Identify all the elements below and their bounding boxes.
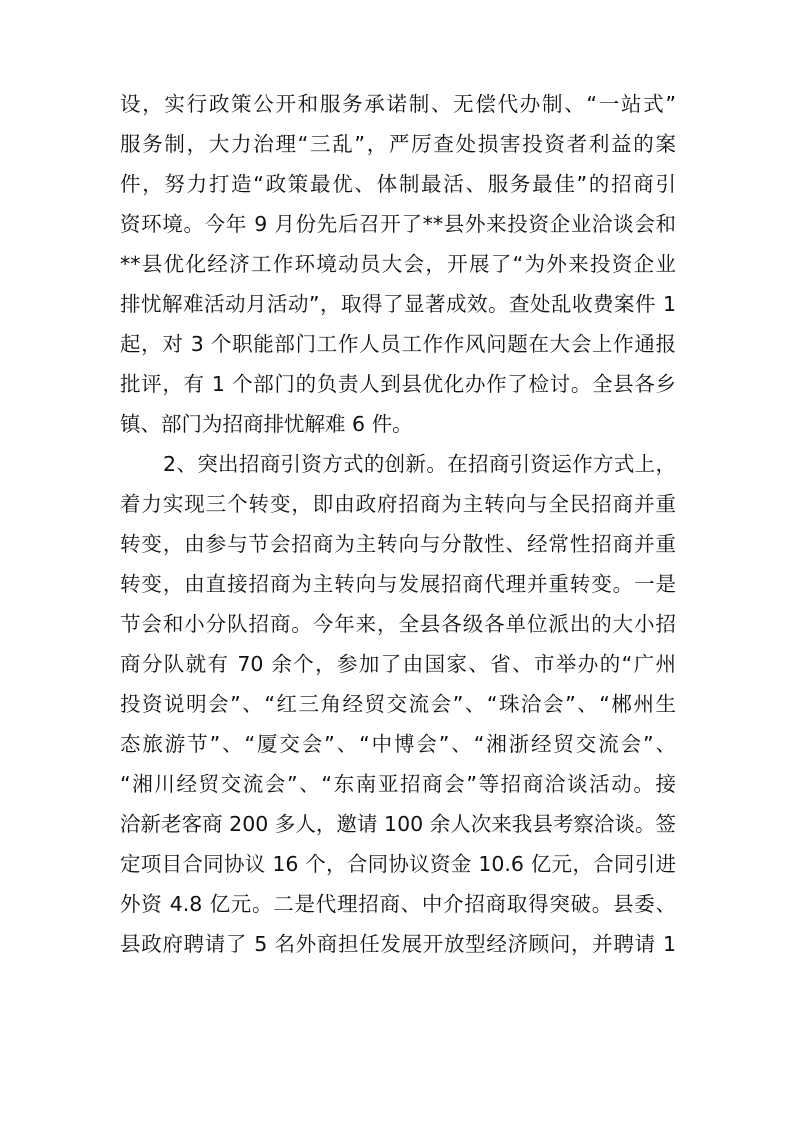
paragraph-line: 排忧解难活动月活动”，取得了显著成效。查处乱收费案件 1 — [120, 292, 676, 316]
paragraph-line: 洽新老客商 200 多人，邀请 100 余人次来我县考察洽谈。签 — [120, 812, 676, 836]
paragraph-line: 服务制，大力治理“三乱”，严厉查处损害投资者利益的案 — [120, 132, 676, 156]
paragraph-line: 2、突出招商引资方式的创新。在招商引资运作方式上， — [163, 452, 676, 476]
paragraph-line: 资环境。今年 9 月份先后召开了**县外来投资企业洽谈会和 — [120, 212, 676, 236]
paragraph-line: 起，对 3 个职能部门工作人员工作作风问题在大会上作通报 — [120, 332, 676, 356]
paragraph-line: 着力实现三个转变，即由政府招商为主转向与全民招商并重 — [120, 492, 676, 516]
paragraph-line: 节会和小分队招商。今年来，全县各级各单位派出的大小招 — [120, 612, 676, 636]
paragraph-line: 态旅游节”、“厦交会”、“中博会”、“湘浙经贸交流会”、 — [120, 732, 676, 756]
paragraph-line: 镇、部门为招商排忧解难 6 件。 — [120, 412, 413, 436]
paragraph-line: 外资 4.8 亿元。二是代理招商、中介招商取得突破。县委、 — [120, 892, 676, 916]
paragraph-line: 投资说明会”、“红三角经贸交流会”、“珠洽会”、“郴州生 — [120, 692, 676, 716]
paragraph-line: **县优化经济工作环境动员大会，开展了“为外来投资企业 — [120, 252, 676, 276]
paragraph-line: 件，努力打造“政策最优、体制最活、服务最佳”的招商引 — [120, 172, 676, 196]
paragraph-line: 转变，由参与节会招商为主转向与分散性、经常性招商并重 — [120, 532, 676, 556]
paragraph-line: 设，实行政策公开和服务承诺制、无偿代办制、“一站式” — [120, 92, 676, 116]
paragraph-line: 转变，由直接招商为主转向与发展招商代理并重转变。一是 — [120, 572, 676, 596]
paragraph-line: 县政府聘请了 5 名外商担任发展开放型经济顾问，并聘请 1 — [120, 932, 676, 956]
paragraph-line: 批评，有 1 个部门的负责人到县优化办作了检讨。全县各乡 — [120, 372, 676, 396]
paragraph-line: 商分队就有 70 余个，参加了由国家、省、市举办的“广州 — [120, 652, 676, 676]
paragraph-line: “湘川经贸交流会”、“东南亚招商会”等招商洽谈活动。接 — [120, 772, 676, 796]
paragraph-line: 定项目合同协议 16 个，合同协议资金 10.6 亿元，合同引进 — [120, 852, 676, 876]
